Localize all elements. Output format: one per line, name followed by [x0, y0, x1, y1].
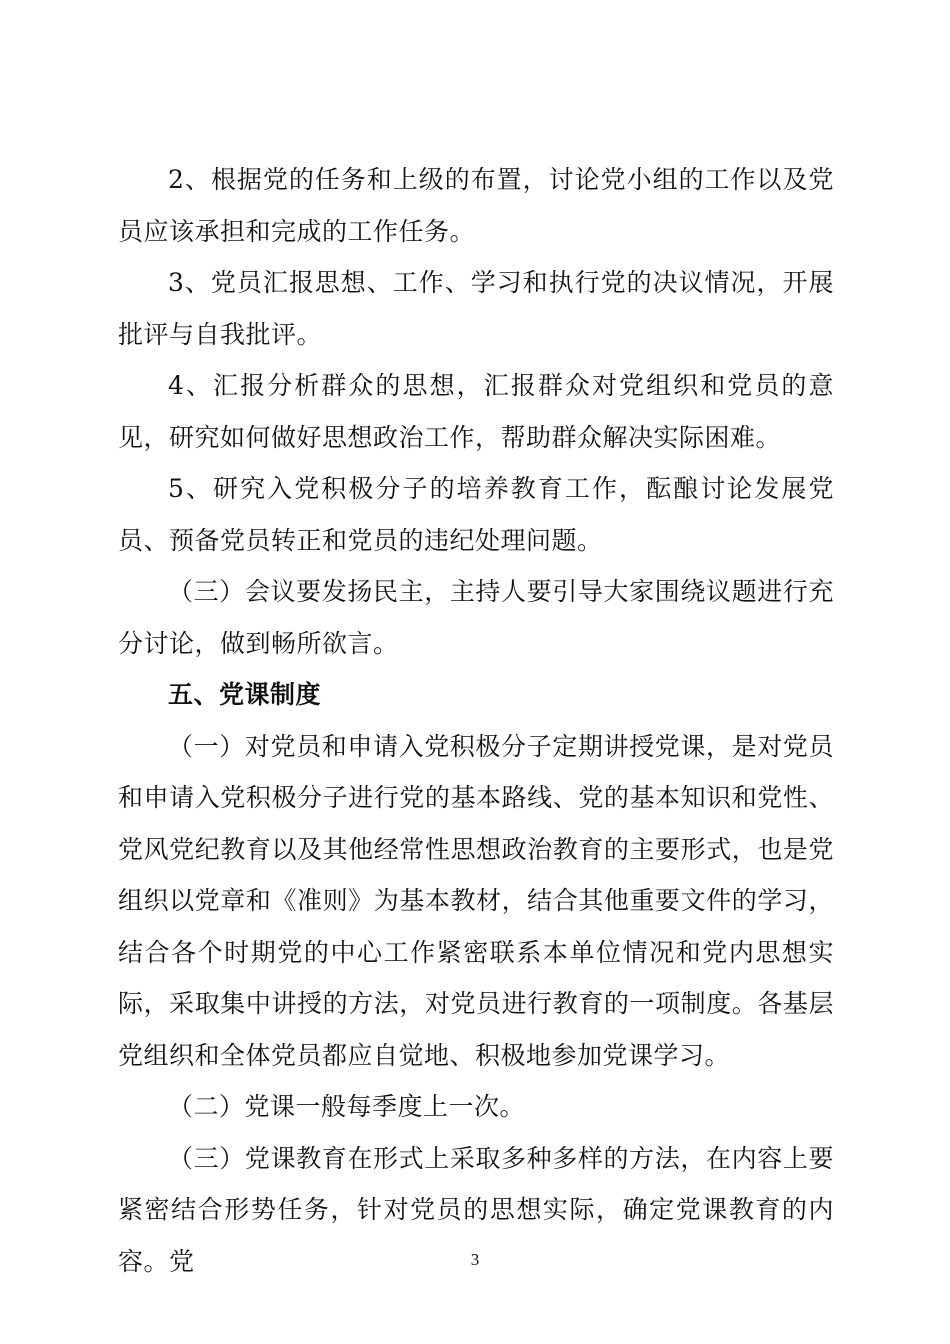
- page-number: 3: [470, 1250, 480, 1269]
- paragraph-party-class-1: （一）对党员和申请入党积极分子定期讲授党课，是对党员和申请入党积极分子进行党的基本路线、党的基本知识和党性、党风党纪教育以及其他经常性思想政治教育的主要形式，也是党组织以党章和《准则》为基本教材，结合其他重要文件的学习，结合各个时期党的中心工作紧密联系本单位情况和党内思想实际，采取集中讲授的方法，对党员进行教育的一项制度。各基层党组织和全体党员都应自觉地、积极地参加党课学习。: [118, 731, 834, 1070]
- paragraph-party-class-2: （二）党课一般每季度上一次。: [168, 1092, 526, 1121]
- paragraph-item-4: 4、汇报分析群众的思想，汇报群众对党组织和党员的意见，研究如何做好思想政治工作，帮助群众解决实际困难。: [118, 371, 834, 452]
- section-heading: 五、党课制度: [168, 680, 322, 709]
- paragraph-party-class-3: （三）党课教育在形式上采取多种多样的方法，在内容上要紧密结合形势任务，针对党员的思想实际，确定党课教育的内容。党: [118, 1143, 834, 1276]
- paragraph-item-5: 5、研究入党积极分子的培养教育工作，酝酿讨论发展党员、预备党员转正和党员的违纪处理问题。: [118, 474, 834, 555]
- paragraph-item-3: 3、党员汇报思想、工作、学习和执行党的决议情况，开展批评与自我批评。: [118, 268, 834, 349]
- paragraph-meeting-democracy: （三）会议要发扬民主，主持人要引导大家围绕议题进行充分讨论，做到畅所欲言。: [118, 577, 834, 658]
- document-body: [118, 154, 834, 1287]
- paragraph-item-2: 2、根据党的任务和上级的布置，讨论党小组的工作以及党员应该承担和完成的工作任务。: [118, 165, 834, 246]
